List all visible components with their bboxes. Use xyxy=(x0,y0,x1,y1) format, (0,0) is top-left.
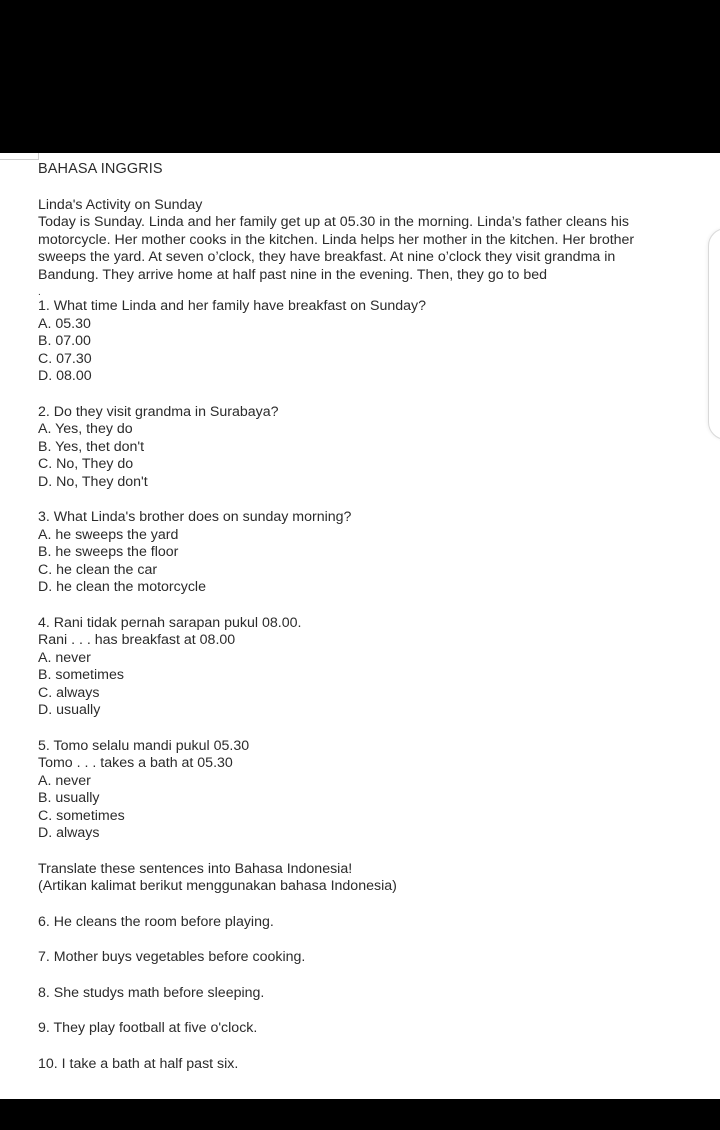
page-corner-mark xyxy=(0,153,39,160)
answer-option: A. he sweeps the yard xyxy=(38,526,179,543)
answer-option: B. Yes, thet don't xyxy=(38,438,145,455)
page-title: BAHASA INGGRIS xyxy=(38,161,163,177)
answer-option: B. usually xyxy=(38,790,100,806)
passage-line: motorcycle. Her mother cooks in the kitchen. Linda helps her mother in the kitchen. Her brother xyxy=(38,231,635,248)
translate-item: 6. He cleans the room before playing. xyxy=(38,913,274,930)
question-text: 5. Tomo selalu mandi pukul 05.30 xyxy=(38,737,250,754)
question-stem: Rani . . . has breakfast at 08.00 xyxy=(38,632,236,648)
answer-option: D. No, They don't xyxy=(38,473,148,490)
translate-item: 9. They play football at five o'clock. xyxy=(38,1020,258,1036)
answer-option: D. he clean the motorcycle xyxy=(38,579,206,595)
translate-heading: Translate these sentences into Bahasa Indonesia! xyxy=(38,860,353,877)
question-4 xyxy=(38,615,698,720)
answer-option: D. always xyxy=(38,825,100,841)
answer-option: C. always xyxy=(38,684,100,701)
question-2 xyxy=(38,404,698,492)
answer-option: C. he clean the car xyxy=(38,561,158,578)
answer-option: C. sometimes xyxy=(38,807,125,824)
answer-option: A. Yes, they do xyxy=(38,421,133,437)
question-text: 1. What time Linda and her family have breakfast on Sunday? xyxy=(38,298,427,314)
bottom-black-bar xyxy=(0,1099,720,1130)
translate-subheading: (Artikan kalimat berikut menggunakan bahasa Indonesia) xyxy=(38,878,397,894)
translate-item: 8. She studys math before sleeping. xyxy=(38,984,265,1001)
question-1 xyxy=(38,298,698,386)
answer-option: B. he sweeps the floor xyxy=(38,544,179,560)
answer-option: A. 05.30 xyxy=(38,315,91,332)
side-scroll-handle[interactable] xyxy=(708,228,720,440)
document-content xyxy=(38,161,698,1091)
translate-item: 7. Mother buys vegetables before cooking. xyxy=(38,949,306,965)
answer-option: A. never xyxy=(38,772,91,789)
answer-option: C. 07.30 xyxy=(38,350,92,367)
answer-option: A. never xyxy=(38,649,91,666)
top-black-bar xyxy=(0,0,720,153)
passage-line: Bandung. They arrive home at half past nine in the evening. Then, they go to bed xyxy=(38,266,547,283)
answer-option: C. No, They do xyxy=(38,456,134,472)
question-5 xyxy=(38,738,698,843)
reading-title: Linda's Activity on Sunday xyxy=(38,196,203,213)
passage-trailing-dot: . xyxy=(38,287,41,298)
answer-option: D. usually xyxy=(38,702,101,718)
passage-line: sweeps the yard. At seven o’clock, they have breakfast. At nine o’clock they visit grandma in xyxy=(38,249,616,265)
answer-option: D. 08.00 xyxy=(38,368,92,384)
passage-line: Today is Sunday. Linda and her family get up at 05.30 in the morning. Linda’s father cleans his xyxy=(38,214,629,230)
question-stem: Tomo . . . takes a bath at 05.30 xyxy=(38,755,233,771)
answer-option: B. sometimes xyxy=(38,667,124,683)
question-3 xyxy=(38,509,698,597)
question-text: 3. What Linda's brother does on sunday morning? xyxy=(38,509,352,525)
question-text: 4. Rani tidak pernah sarapan pukul 08.00. xyxy=(38,614,302,631)
answer-option: B. 07.00 xyxy=(38,333,91,349)
translate-section-header xyxy=(38,861,698,896)
question-text: 2. Do they visit grandma in Surabaya? xyxy=(38,403,279,420)
translate-item: 10. I take a bath at half past six. xyxy=(38,1055,239,1072)
document-page xyxy=(0,153,720,1099)
